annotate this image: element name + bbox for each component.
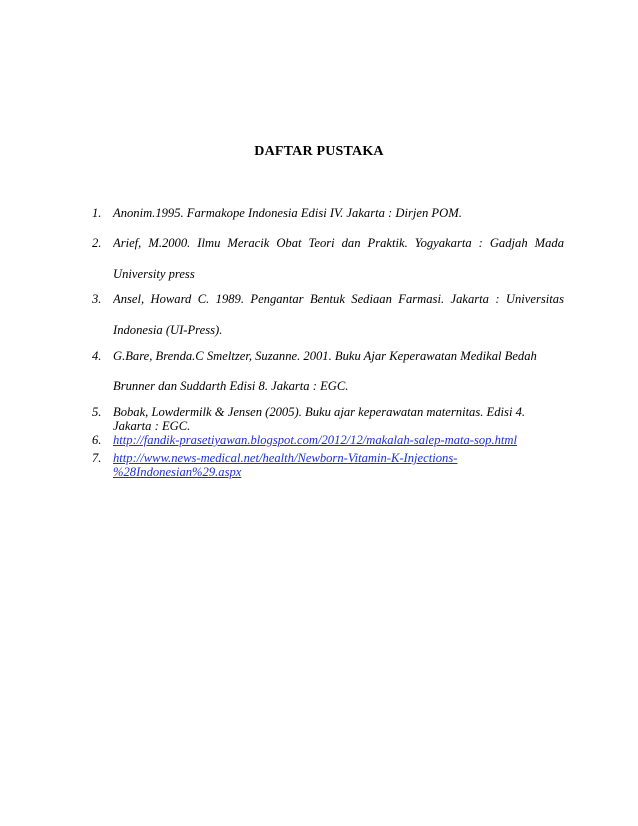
reference-text: Jakarta : EGC.	[113, 419, 191, 433]
reference-link[interactable]: %28Indonesian%29.aspx	[113, 465, 242, 479]
reference-text: Brunner dan Suddarth Edisi 8. Jakarta : EGC.	[113, 379, 349, 393]
reference-text: Indonesia (UI-Press).	[113, 323, 223, 337]
reference-number: 4.	[92, 349, 102, 363]
reference-text: Anonim.1995. Farmakope Indonesia Edisi IV. Jakarta : Dirjen POM.	[113, 206, 462, 220]
reference-text: Bobak, Lowdermilk & Jensen (2005). Buku ajar keperawatan maternitas. Edisi 4.	[113, 405, 526, 419]
reference-number: 5.	[92, 405, 102, 419]
reference-number: 6.	[92, 433, 102, 447]
reference-text: Ansel, Howard C. 1989. Pengantar Bentuk Sediaan Farmasi. Jakarta : Universitas	[113, 292, 564, 306]
reference-number: 3.	[92, 292, 102, 306]
reference-number: 7.	[92, 451, 102, 465]
reference-number: 2.	[92, 236, 102, 250]
reference-text: Arief, M.2000. Ilmu Meracik Obat Teori dan Praktik. Yogyakarta : Gadjah Mada	[113, 236, 564, 250]
reference-link[interactable]: http://www.news-medical.net/health/Newborn-Vitamin-K-Injections-	[113, 451, 458, 465]
reference-text: University press	[113, 267, 195, 281]
document-title: DAFTAR PUSTAKA	[254, 144, 384, 159]
reference-text: G.Bare, Brenda.C Smeltzer, Suzanne. 2001. Buku Ajar Keperawatan Medikal Bedah	[113, 349, 537, 363]
reference-number: 1.	[92, 206, 102, 220]
reference-link[interactable]: http://fandik-prasetiyawan.blogspot.com/2012/12/makalah-salep-mata-sop.html	[113, 433, 518, 447]
